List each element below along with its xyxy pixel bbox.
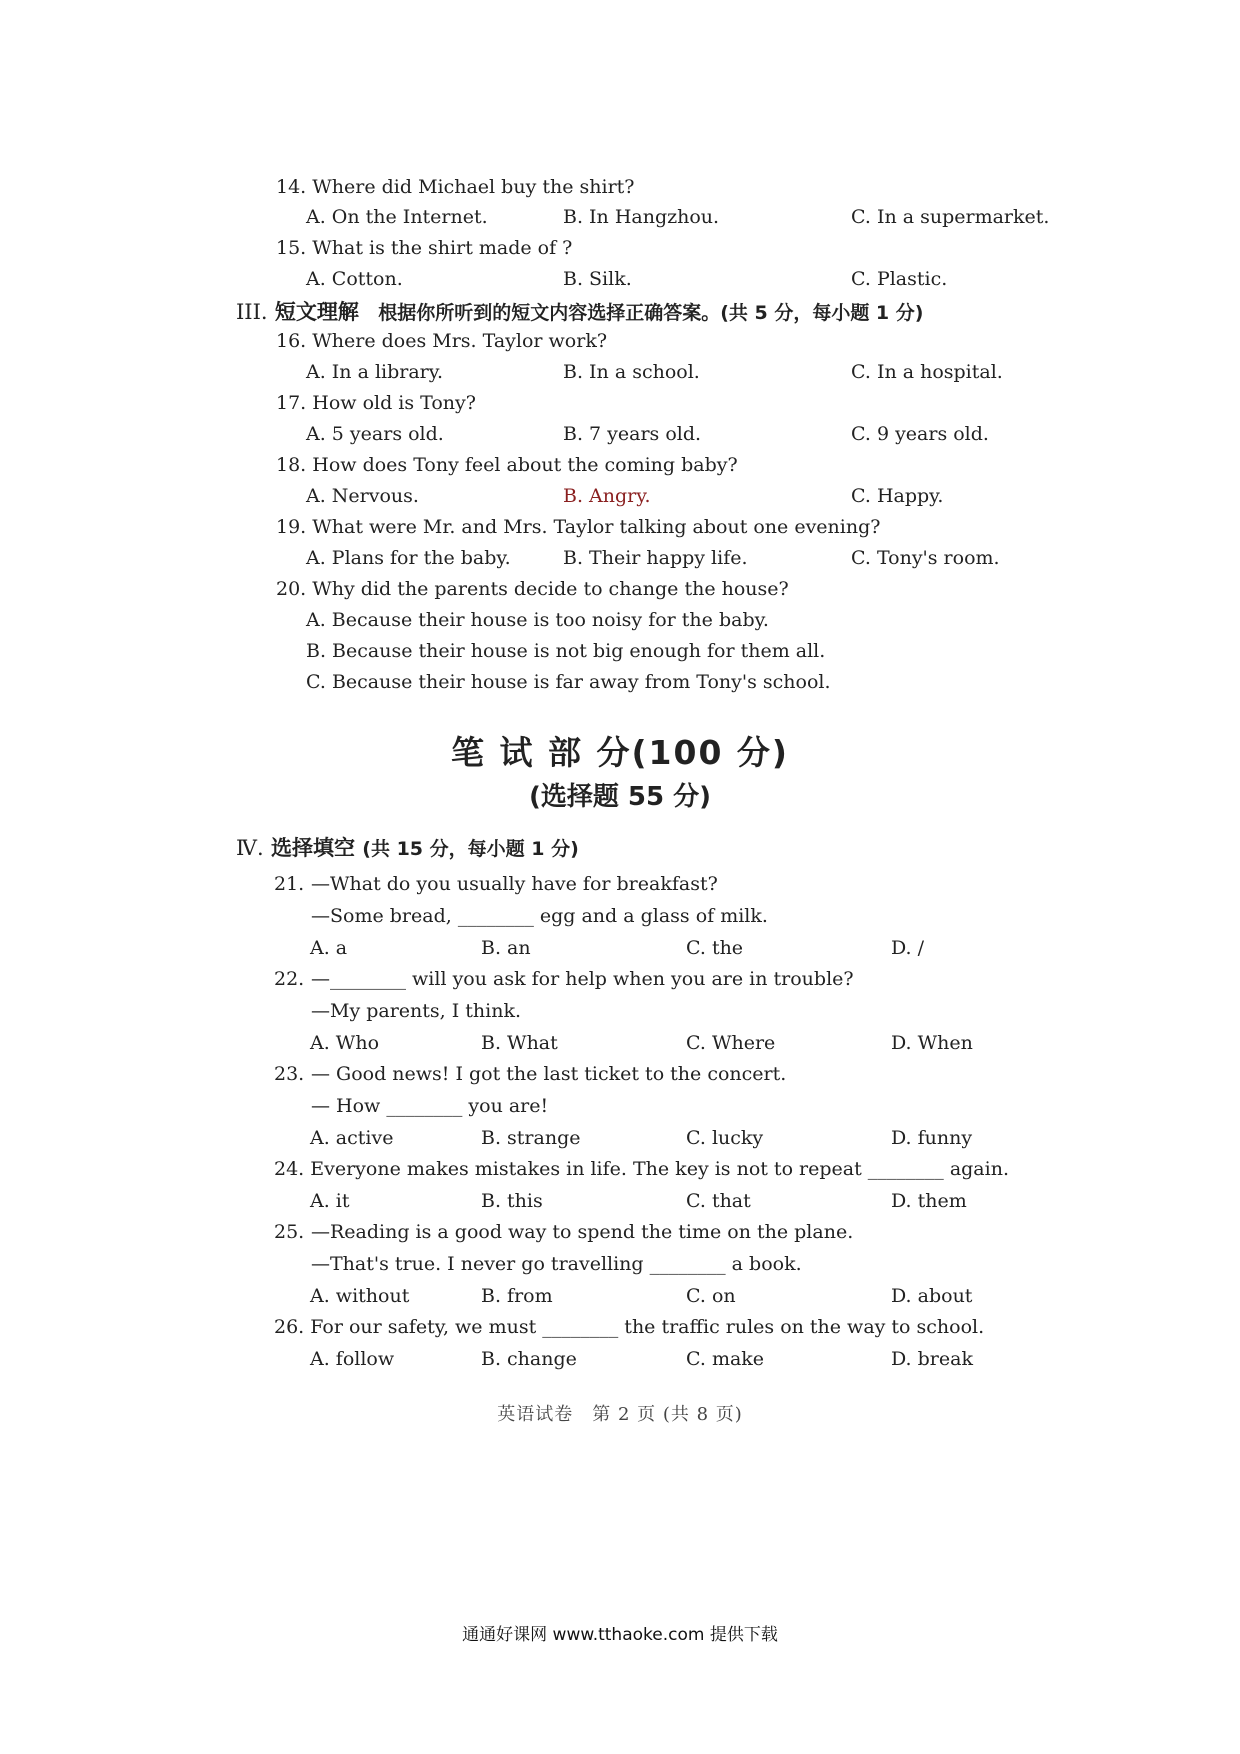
question-24: 24. Everyone makes mistakes in life. The key is not to repeat ________ again.	[274, 1158, 1009, 1180]
q25-number: 25.	[274, 1221, 305, 1243]
q25-option-b: B. from	[481, 1285, 553, 1307]
page-footer: 英语试卷 第 2 页 (共 8 页)	[497, 1404, 743, 1425]
q23-option-a: A. active	[310, 1127, 394, 1149]
section-3-number: III.	[236, 300, 268, 324]
q14-option-c: C. In a supermarket.	[851, 206, 1050, 228]
q23-line-1: — Good news! I got the last ticket to the concert.	[311, 1063, 787, 1085]
q21-number: 21.	[274, 873, 305, 895]
section-4-number: Ⅳ.	[236, 836, 264, 860]
q23-option-b: B. strange	[481, 1127, 581, 1149]
q24-option-b: B. this	[481, 1190, 543, 1212]
q15-option-c: C. Plastic.	[851, 268, 948, 290]
question-20: 20. Why did the parents decide to change the house?	[276, 578, 789, 600]
question-15: 15. What is the shirt made of ?	[276, 237, 573, 259]
q17-option-b: B. 7 years old.	[563, 423, 702, 445]
question-19: 19. What were Mr. and Mrs. Taylor talking about one evening?	[276, 516, 881, 538]
q26-option-b: B. change	[481, 1348, 577, 1370]
q20-option-a: A. Because their house is too noisy for the baby.	[306, 609, 769, 631]
q22-option-c: C. Where	[686, 1032, 776, 1054]
q26-option-a: A. follow	[310, 1348, 395, 1370]
q25-option-d: D. about	[891, 1285, 973, 1307]
q17-option-c: C. 9 years old.	[851, 423, 989, 445]
q21-line-1: —What do you usually have for breakfast?	[311, 873, 718, 895]
q22-line-2: —My parents, I think.	[311, 1000, 522, 1022]
q14-option-a: A. On the Internet.	[306, 206, 488, 228]
written-part-subtitle: (选择题 55 分)	[528, 782, 712, 812]
question-14: 14. Where did Michael buy the shirt?	[276, 176, 635, 198]
q25-option-a: A. without	[310, 1285, 410, 1307]
q15-option-b: B. Silk.	[563, 268, 632, 290]
q24-option-a: A. it	[310, 1190, 350, 1212]
q20-option-c: C. Because their house is far away from Tony's school.	[306, 671, 831, 693]
q19-option-b: B. Their happy life.	[563, 547, 748, 569]
q26-option-d: D. break	[891, 1348, 973, 1370]
q18-option-b: B. Angry.	[563, 485, 651, 507]
written-part-title: 笔 试 部 分(100 分)	[450, 733, 789, 772]
q17-option-a: A. 5 years old.	[306, 423, 444, 445]
section-3-title: 短文理解	[274, 300, 359, 324]
question-16: 16. Where does Mrs. Taylor work?	[276, 330, 608, 352]
q19-option-c: C. Tony's room.	[851, 547, 1000, 569]
q20-option-b: B. Because their house is not big enough for them all.	[306, 640, 826, 662]
download-credit: 通通好课网 www.tthaoke.com 提供下载	[462, 1625, 778, 1645]
q21-option-c: C. the	[686, 937, 744, 959]
q21-option-a: A. a	[310, 937, 348, 959]
q16-option-c: C. In a hospital.	[851, 361, 1003, 383]
q23-line-2: — How ________ you are!	[311, 1095, 549, 1117]
section-3-heading	[236, 296, 923, 326]
q25-line-2: —That's true. I never go travelling ________ a book.	[311, 1253, 802, 1275]
question-17: 17. How old is Tony?	[276, 392, 476, 414]
question-18: 18. How does Tony feel about the coming baby?	[276, 454, 738, 476]
section-4-title: 选择填空	[270, 836, 355, 860]
question-26: 26. For our safety, we must ________ the traffic rules on the way to school.	[274, 1316, 985, 1338]
q24-option-d: D. them	[891, 1190, 967, 1212]
q22-option-b: B. What	[481, 1032, 558, 1054]
q16-option-a: A. In a library.	[306, 361, 444, 383]
q25-line-1: —Reading is a good way to spend the time on the plane.	[311, 1221, 854, 1243]
section-3-instruction: 根据你所听到的短文内容选择正确答案。(共 5 分，每小题 1 分)	[378, 302, 924, 324]
q26-option-c: C. make	[686, 1348, 765, 1370]
q22-option-a: A. Who	[310, 1032, 380, 1054]
q23-number: 23.	[274, 1063, 305, 1085]
q16-option-b: B. In a school.	[563, 361, 700, 383]
section-4-note: (共 15 分，每小题 1 分)	[362, 838, 579, 860]
q15-option-a: A. Cotton.	[306, 268, 403, 290]
q14-option-b: B. In Hangzhou.	[563, 206, 720, 228]
q23-option-d: D. funny	[891, 1127, 973, 1149]
q21-line-2: —Some bread, ________ egg and a glass of milk.	[311, 905, 768, 927]
section-4-heading	[236, 832, 579, 862]
q21-option-d: D. /	[891, 937, 925, 959]
q23-option-c: C. lucky	[686, 1127, 764, 1149]
q19-option-a: A. Plans for the baby.	[306, 547, 511, 569]
q22-line-1: —________ will you ask for help when you are in trouble?	[311, 968, 854, 990]
q25-option-c: C. on	[686, 1285, 736, 1307]
q22-number: 22.	[274, 968, 305, 990]
q21-option-b: B. an	[481, 937, 531, 959]
q18-option-c: C. Happy.	[851, 485, 944, 507]
q18-option-a: A. Nervous.	[306, 485, 419, 507]
q22-option-d: D. When	[891, 1032, 973, 1054]
q24-option-c: C. that	[686, 1190, 751, 1212]
